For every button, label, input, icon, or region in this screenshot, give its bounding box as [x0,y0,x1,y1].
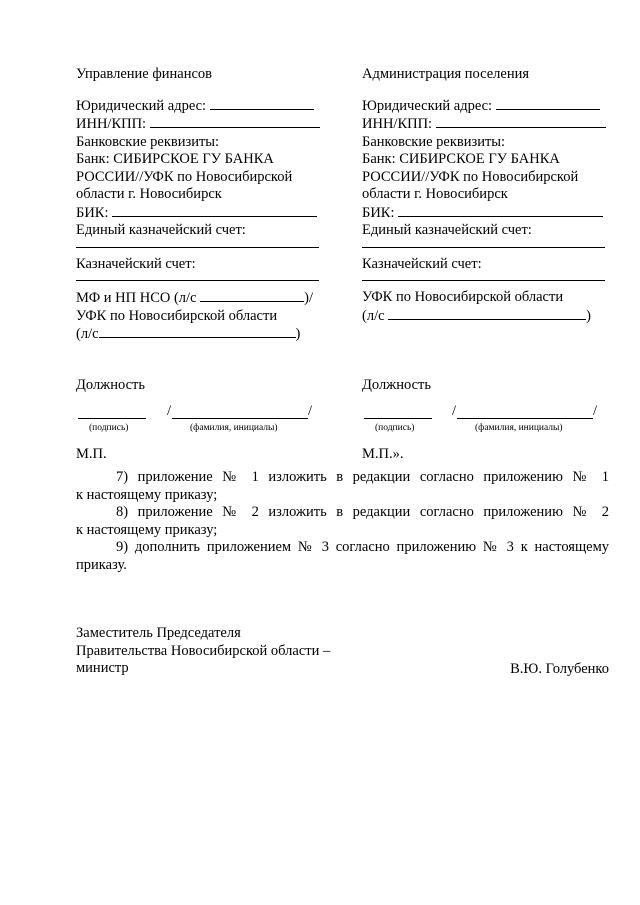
item-8 [76,504,609,539]
official-signature [76,625,609,678]
left-legal-address-blank [210,97,314,110]
right-bik-blank [398,204,603,217]
right-treasury-account-blank [362,273,605,281]
left-slash-close: / [308,403,313,419]
left-slash-open: / [167,403,172,419]
left-ls-blank-2 [99,325,296,338]
right-ls-blank [388,307,586,320]
left-signature-blank [78,406,146,419]
right-bank-line2: РОССИИ//УФК по Новосибирской [362,168,579,185]
right-bank-details: Банковские реквизиты: [362,133,506,150]
item-8-line2: к настоящему приказу; [76,521,218,538]
left-bank-line2: РОССИИ//УФК по Новосибирской [76,168,293,185]
right-bank-line1: Банк: СИБИРСКОЕ ГУ БАНКА [362,151,560,167]
right-slash-open: / [452,403,457,419]
right-legal-address: Юридический адрес: [362,97,607,116]
left-bik-blank [112,204,317,217]
right-bik: БИК: [362,204,607,223]
left-requisites [76,66,321,344]
item-8-line1: 8) приложение № 2 изложить в редакции согласно приложению № 2 [116,504,609,520]
right-requisites [362,66,607,325]
right-recipient-line1: УФК по Новосибирской области [362,289,564,305]
left-single-account: Единый казначейский счет: [76,222,246,238]
right-name-caption: (фамилия, инициалы) [475,423,563,433]
left-treasury-account-blank [76,273,319,281]
right-seal: М.П.». [362,446,404,462]
left-recipient-line1: МФ и НП НСО (л/с )/ [76,290,313,306]
right-single-account-blank [362,240,605,248]
right-inn-kpp-blank [436,115,606,128]
left-recipient-line3: (л/с ) [76,326,301,342]
left-bank-line3: области г. Новосибирск [76,186,222,202]
left-bank-details: Банковские реквизиты: [76,133,220,150]
left-inn-kpp-blank [150,115,320,128]
right-legal-address-blank [496,97,600,110]
item-7-line1: 7) приложение № 1 изложить в редакции согласно приложению № 1 [116,469,609,485]
signer-title-line1: Заместитель Председателя [76,625,241,641]
item-7-line2: к настоящему приказу; [76,486,218,503]
left-position-label: Должность [76,377,145,393]
left-name-caption: (фамилия, инициалы) [190,423,278,433]
left-recipient-line2: УФК по Новосибирской области [76,307,278,324]
left-treasury-account: Казначейский счет: [76,255,196,272]
left-title: Управление финансов [76,66,212,82]
item-7 [76,469,609,504]
left-signature-caption: (подпись) [89,423,129,433]
right-slash-close: / [593,403,598,419]
right-recipient-line2: (л/с ) [362,307,591,324]
right-bank-line3: области г. Новосибирск [362,186,508,202]
left-name-blank [172,406,308,419]
left-ls-blank-1 [200,289,304,302]
right-name-blank [457,406,593,419]
left-single-account-blank [76,240,319,248]
item-9 [76,539,609,574]
item-9-line1: 9) дополнить приложением № 3 согласно приложению № 3 к настоящему [116,539,609,555]
right-signature-caption: (подпись) [375,423,415,433]
right-inn-kpp: ИНН/КПП: [362,115,607,134]
right-single-account: Единый казначейский счет: [362,222,532,238]
right-treasury-account: Казначейский счет: [362,255,482,272]
left-bank-line1: Банк: СИБИРСКОЕ ГУ БАНКА [76,151,274,167]
left-inn-kpp: ИНН/КПП: [76,115,321,134]
item-9-line2: приказу. [76,556,127,573]
left-seal: М.П. [76,446,107,462]
right-title: Администрация поселения [362,66,530,82]
signer-name: В.Ю. Голубенко [510,660,609,677]
right-position-label: Должность [362,377,431,393]
left-legal-address: Юридический адрес: [76,97,321,116]
signer-title-line2: Правительства Новосибирской области – [76,642,331,659]
left-bik: БИК: [76,204,321,223]
signer-title-line3: министр [76,660,129,676]
right-signature-blank [364,406,432,419]
